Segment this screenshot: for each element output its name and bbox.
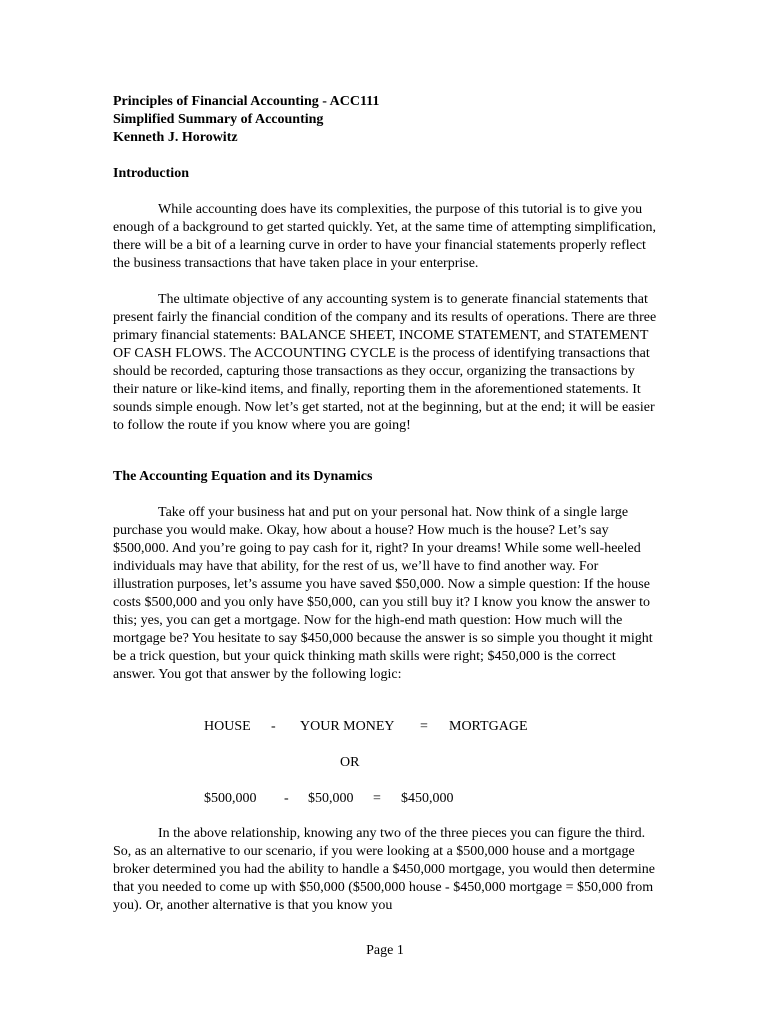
equation-value-mortgage: $450,000 <box>401 791 454 806</box>
equation-equals-sign: = <box>420 719 428 734</box>
equation-term-your-money: YOUR MONEY <box>300 719 395 734</box>
equation-minus-sign: - <box>271 719 276 734</box>
equation-term-mortgage: MORTGAGE <box>449 719 528 734</box>
equation-value-your-money: $50,000 <box>308 791 354 806</box>
document-header <box>113 93 673 147</box>
accounting-equation-paragraph-2: In the above relationship, knowing any two of the three pieces you can figure the third. So, as an alternative to our scenario, if you were looking at a $500,000 house and a mortgage broker determined you had the ability to handle a $450,000 mortgage, you would then determine that you needed to come up with $50,000 ($500,000 house - $450,000 mortgage = $50,000 from you). Or, another alternative is that you know you <box>113 826 655 913</box>
accounting-equation-paragraph-1: Take off your business hat and put on your personal hat. Now think of a single large purchase you would make. Okay, how about a house? How much is the house? Let’s say $500,000. And you’re going to pay cash for it, right? In your dreams! While some well-heeled individuals may have that ability, for the rest of us, we’ll have to find another way. For illustration purposes, let’s assume you have saved $50,000. Now a simple question: If the house costs $500,000 and you only have $50,000, can you still buy it? I know you know the answer to this; yes, you can get a mortgage. Now for the high-end math question: How much will the mortgage be? You hesitate to say $450,000 because the answer is so simple you thought it might be a trick question, but your quick thinking math skills were right; $450,000 is the correct answer. You got that answer by the following logic: <box>113 505 653 682</box>
introduction-heading: Introduction <box>113 166 189 181</box>
author-name: Kenneth J. Horowitz <box>113 130 238 145</box>
course-title: Principles of Financial Accounting - ACC111 <box>113 94 380 109</box>
equation-term-house: HOUSE <box>204 719 251 734</box>
equation-or-separator: OR <box>340 755 360 770</box>
document-subtitle: Simplified Summary of Accounting <box>113 112 324 127</box>
introduction-paragraph-2: The ultimate objective of any accounting system is to generate financial statements that present fairly the financial condition of the company and its results of operations. There are three primary financial statements: BALANCE SHEET, INCOME STATEMENT, and STATEMENT OF CASH FLOWS. The ACCOUNTING CYCLE is the process of identifying transactions that should be recorded, capturing those transactions as they occur, organizing the transactions by their nature or like-kind items, and finally, reporting them in the aforementioned statements. It sounds simple enough. Now let’s get started, not at the beginning, but at the end; it will be easier to follow the route if you know where you are going! <box>113 292 657 433</box>
equation-minus-sign: - <box>284 791 289 806</box>
accounting-equation-heading: The Accounting Equation and its Dynamics <box>113 469 373 484</box>
page-number: Page 1 <box>366 943 404 958</box>
equation-equals-sign: = <box>373 791 381 806</box>
equation-value-house: $500,000 <box>204 791 257 806</box>
introduction-paragraph-1: While accounting does have its complexities, the purpose of this tutorial is to give you enough of a background to get started quickly. Yet, at the same time of attempting simplification, there will be a bit of a learning curve in order to have your financial statements properly reflect the business transactions that have taken place in your enterprise. <box>113 202 657 271</box>
